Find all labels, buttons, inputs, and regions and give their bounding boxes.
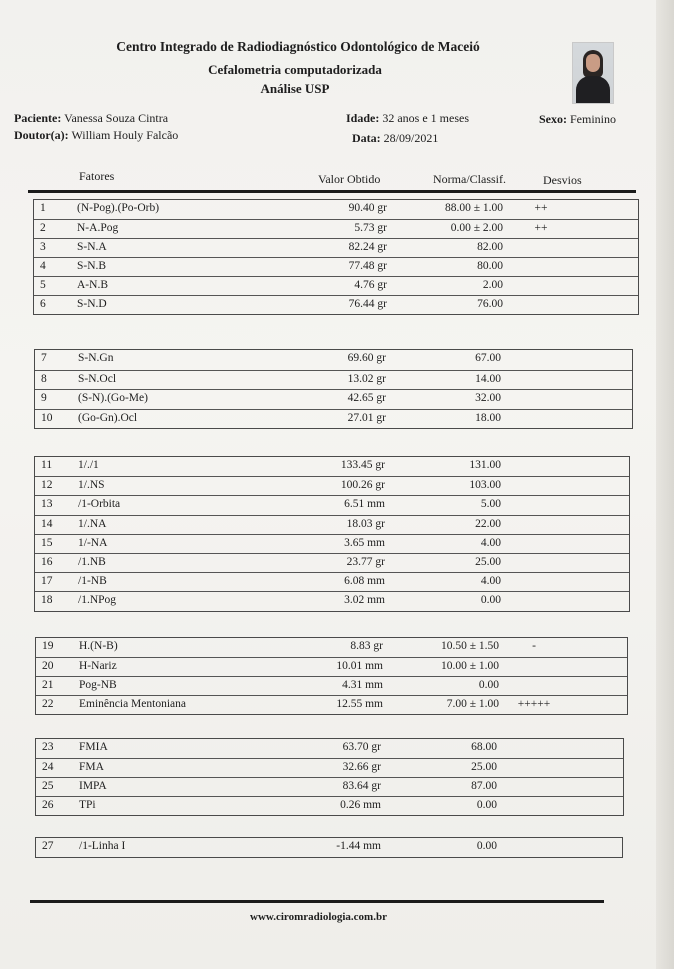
obtained-value: 12.55 mm: [336, 698, 383, 710]
deviation-value: -: [532, 640, 536, 652]
deviation-value: ++: [534, 222, 548, 234]
norm-value: 7.00 ± 1.00: [446, 698, 499, 710]
report-subtitle: Cefalometria computadorizada: [208, 62, 382, 77]
obtained-value: 6.51 mm: [344, 498, 385, 511]
norm-value: 4.00: [480, 536, 501, 549]
date-label: Data:: [352, 131, 381, 145]
norm-value: 88.00 ± 1.00: [444, 202, 503, 214]
obtained-value: 4.76 gr: [354, 279, 387, 291]
patient-label: Paciente:: [14, 111, 62, 125]
row-number: 25: [42, 780, 54, 792]
sex-label: Sexo:: [539, 112, 567, 126]
obtained-value: 82.24 gr: [348, 241, 387, 253]
factor-name: Eminência Mentoniana: [79, 698, 186, 710]
norm-value: 68.00: [471, 741, 497, 753]
table-row: [35, 591, 629, 611]
table-group: [35, 637, 628, 715]
norm-value: 0.00: [480, 594, 501, 607]
table-row: [35, 572, 629, 592]
norm-value: 22.00: [475, 517, 501, 530]
row-number: 6: [40, 298, 46, 310]
obtained-value: 63.70 gr: [342, 741, 381, 753]
norm-value: 25.00: [471, 761, 497, 773]
obtained-value: 133.45 gr: [340, 459, 385, 471]
obtained-value: 42.65 gr: [347, 392, 386, 404]
norm-value: 131.00: [469, 459, 501, 471]
norm-value: 4.00: [480, 575, 501, 588]
factor-name: 1/-NA: [78, 536, 108, 549]
table-group: [35, 738, 624, 816]
row-number: 13: [41, 498, 53, 511]
factor-name: S-N.Gn: [78, 352, 114, 364]
factor-name: S-N.A: [77, 241, 107, 253]
row-number: 20: [42, 660, 54, 672]
norm-value: 80.00: [477, 260, 503, 272]
table-row: [36, 657, 627, 677]
obtained-value: 76.44 gr: [348, 298, 387, 310]
sex-value: Feminino: [570, 112, 617, 126]
table-row: [35, 409, 632, 430]
factor-name: H-Nariz: [79, 660, 117, 672]
table-row: [34, 219, 638, 239]
norm-value: 0.00: [478, 679, 499, 691]
deviation-value: +++++: [517, 698, 551, 710]
norm-value: 103.00: [469, 479, 501, 492]
row-number: 15: [41, 536, 53, 549]
factor-name: FMIA: [79, 741, 108, 753]
doctor-name: William Houly Falcão: [71, 128, 179, 142]
factor-name: 1/.NS: [78, 479, 105, 492]
table-row: [35, 553, 629, 573]
patient-field: [14, 111, 168, 126]
obtained-value: 5.73 gr: [354, 222, 387, 234]
table-row: [34, 238, 638, 258]
row-number: 16: [41, 556, 53, 568]
page-edge-shadow: [656, 0, 674, 969]
norm-value: 67.00: [475, 352, 501, 364]
norm-value: 10.50 ± 1.50: [440, 640, 499, 652]
table-row: [35, 515, 629, 535]
patient-name: Vanessa Souza Cintra: [64, 111, 169, 125]
factor-name: A-N.B: [77, 279, 108, 291]
norm-value: 18.00: [475, 411, 501, 424]
obtained-value: 6.08 mm: [344, 575, 385, 588]
factor-name: (Go-Gn).Ocl: [78, 411, 138, 424]
factor-name: N-A.Pog: [77, 222, 119, 234]
date-field: [352, 131, 438, 146]
norm-value: 2.00: [482, 279, 503, 291]
table-group: [34, 349, 633, 429]
col-header-valor: Valor Obtido: [318, 172, 381, 186]
factor-name: 1/./1: [78, 459, 99, 471]
sex-field: [539, 112, 616, 127]
deviation-value: ++: [534, 202, 548, 214]
row-number: 11: [41, 459, 53, 471]
row-number: 8: [41, 372, 47, 385]
norm-value: 32.00: [475, 392, 501, 404]
obtained-value: 32.66 gr: [342, 761, 381, 773]
age-value: 32 anos e 1 meses: [382, 111, 469, 125]
factor-name: (S-N).(Go-Me): [78, 392, 148, 404]
table-row: [35, 370, 632, 391]
row-number: 10: [41, 411, 53, 424]
table-row: [35, 457, 629, 476]
obtained-value: 90.40 gr: [348, 202, 387, 214]
table-row: [36, 777, 623, 797]
norm-value: 0.00: [476, 799, 497, 811]
footer-rule: [30, 900, 604, 903]
norm-value: 10.00 ± 1.00: [440, 660, 499, 672]
row-number: 26: [42, 799, 54, 811]
row-number: 14: [41, 517, 53, 530]
table-group: [35, 837, 623, 858]
age-label: Idade:: [346, 111, 380, 125]
obtained-value: 3.65 mm: [344, 536, 385, 549]
norm-value: 5.00: [480, 498, 501, 511]
table-row: [35, 534, 629, 554]
factor-name: S-N.B: [77, 260, 107, 272]
row-number: 12: [41, 479, 53, 492]
table-row: [36, 838, 622, 857]
row-number: 18: [41, 594, 53, 607]
age-field: [346, 111, 469, 126]
row-number: 1: [40, 202, 46, 214]
row-number: 19: [42, 640, 54, 652]
factor-name: 1/.NA: [78, 517, 107, 530]
table-group: [33, 199, 639, 315]
table-row: [36, 676, 627, 696]
norm-value: 76.00: [477, 298, 503, 310]
date-value: 28/09/2021: [383, 131, 439, 145]
footer-website: www.ciromradiologia.com.br: [250, 911, 387, 923]
row-number: 2: [40, 222, 46, 234]
row-number: 7: [41, 352, 47, 364]
factor-name: /1-Linha I: [79, 840, 126, 852]
obtained-value: 77.48 gr: [348, 260, 387, 272]
table-row: [34, 276, 638, 296]
factor-name: (N-Pog).(Po-Orb): [77, 202, 160, 214]
factor-name: IMPA: [79, 780, 107, 792]
table-row: [36, 758, 623, 778]
row-number: 22: [42, 698, 54, 710]
row-number: 21: [42, 679, 54, 691]
row-number: 3: [40, 241, 46, 253]
table-row: [34, 295, 638, 315]
obtained-value: 8.83 gr: [350, 640, 383, 652]
obtained-value: 0.26 mm: [340, 799, 381, 811]
row-number: 4: [40, 260, 46, 272]
row-number: 9: [41, 392, 47, 404]
doctor-field: [14, 128, 178, 143]
table-row: [36, 695, 627, 715]
table-row: [35, 495, 629, 515]
row-number: 27: [42, 840, 54, 852]
obtained-value: 100.26 gr: [340, 479, 385, 492]
norm-value: 14.00: [475, 372, 501, 385]
obtained-value: -1.44 mm: [336, 840, 381, 852]
factor-name: H.(N-B): [79, 640, 118, 652]
factor-name: /1.NB: [78, 556, 106, 568]
col-header-desvios: Desvios: [543, 173, 582, 187]
factor-name: FMA: [79, 761, 104, 773]
header-rule: [28, 190, 636, 193]
obtained-value: 4.31 mm: [342, 679, 383, 691]
factor-name: S-N.Ocl: [78, 372, 117, 385]
factor-name: TPi: [79, 799, 96, 811]
table-row: [35, 350, 632, 370]
factor-name: /1-NB: [78, 575, 107, 588]
norm-value: 25.00: [475, 556, 501, 568]
obtained-value: 18.03 gr: [346, 517, 385, 530]
analysis-name: Análise USP: [260, 81, 330, 96]
row-number: 23: [42, 741, 54, 753]
obtained-value: 83.64 gr: [342, 780, 381, 792]
col-header-norma: Norma/Classif.: [433, 172, 506, 186]
factor-name: Pog-NB: [79, 679, 117, 691]
row-number: 5: [40, 279, 46, 291]
doctor-label: Doutor(a):: [14, 128, 69, 142]
col-header-fatores: Fatores: [79, 169, 115, 183]
norm-value: 0.00: [476, 840, 497, 852]
norm-value: 87.00: [471, 780, 497, 792]
obtained-value: 3.02 mm: [344, 594, 385, 607]
obtained-value: 10.01 mm: [336, 660, 383, 672]
norm-value: 82.00: [477, 241, 503, 253]
table-row: [34, 257, 638, 277]
obtained-value: 13.02 gr: [347, 372, 386, 385]
obtained-value: 27.01 gr: [347, 411, 386, 424]
factor-name: /1.NPog: [78, 594, 117, 607]
obtained-value: 23.77 gr: [346, 556, 385, 568]
factor-name: S-N.D: [77, 298, 107, 310]
clinic-title: Centro Integrado de Radiodiagnóstico Odontológico de Maceió: [116, 39, 480, 54]
table-row: [36, 638, 627, 657]
row-number: 24: [42, 761, 54, 773]
patient-photo: [572, 42, 614, 104]
obtained-value: 69.60 gr: [347, 352, 386, 364]
table-group: [34, 456, 630, 612]
row-number: 17: [41, 575, 53, 588]
table-row: [35, 476, 629, 496]
table-row: [34, 200, 638, 219]
norm-value: 0.00 ± 2.00: [450, 222, 503, 234]
factor-name: /1-Orbita: [78, 498, 121, 511]
table-row: [36, 796, 623, 816]
table-row: [35, 389, 632, 410]
table-row: [36, 739, 623, 758]
